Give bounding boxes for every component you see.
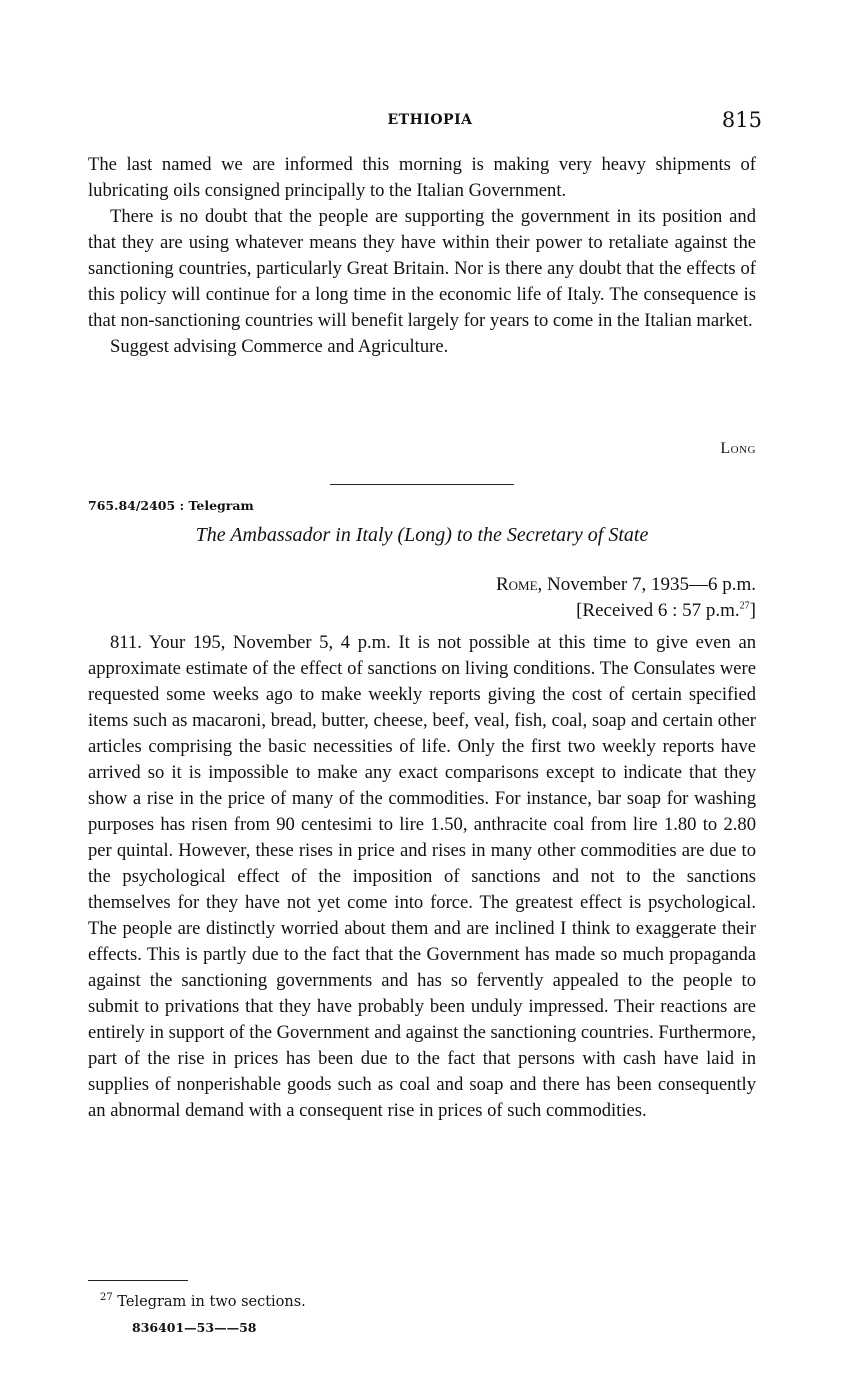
footnote-ref: 27 (739, 600, 750, 612)
received-close: ] (749, 600, 756, 621)
place: Rome (495, 574, 538, 595)
running-header: ETHIOPIA (387, 112, 473, 128)
date-line (496, 572, 756, 598)
document-title: The Ambassador in Italy (Long) to the Secretary of State (195, 524, 649, 546)
section-divider (330, 484, 514, 485)
footnote-text: Telegram in two sections. (117, 1294, 306, 1310)
paragraph: There is no doubt that the people are supporting the government in its position and that they are using whatever means they have within their power to retaliate against the sanctioning countries, particularly Great Britain. Nor is there any doubt that the effects of this policy will continue for a long time in the economic life of Italy. The consequence is that non-sanctioning countries will benefit largely for years to come in the Italian market. (88, 206, 756, 331)
paragraph: The last named we are informed this morning is making very heavy shipments of lubricating oils consigned principally to the Italian Government. (88, 154, 756, 201)
paragraph: Suggest advising Commerce and Agriculture. (110, 336, 449, 357)
continued-text-block (88, 152, 756, 360)
dateline (496, 572, 756, 624)
paragraph: 811. Your 195, November 5, 4 p.m. It is not possible at this time to give even an approximate estimate of the effect of sanctions on living conditions. The Consulates were requested some weeks ago to make weekly reports giving the cost of certain specified items such as macaroni, bread, butter, cheese, beef, veal, fish, coal, soap and certain other articles comprising the basic necessities of life. Only the first two weekly reports have arrived so it is impossible to make any exact comparisons except to indicate that they show a rise in the price of many of the commodities. For instance, bar soap for washing purposes has risen from 90 centesimi to lire 1.50, anthracite coal from lire 1.80 to 2.80 per quintal. However, these rises in price and rises in many other commodities are due to the psychological effect of the imposition of sanctions and not to the sanctions themselves for they have not yet come into force. The greatest effect is psychological. The people are distinctly worried about them and are inclined I think to exaggerate their effects. This is partly due to the fact that the Government has made so much propaganda against the sanctioning governments and has so fervently appealed to the people to submit to privations that they have probably been unduly impressed. Their reactions are entirely in support of the Government and against the sanctioning countries. Furthermore, part of the rise in prices has been due to the fact that persons with cash have laid in supplies of nonperishable goods such as coal and soap and there has been consequently an abnormal demand with a consequent rise in prices of such commodities. (88, 632, 756, 1121)
footnote (100, 1294, 306, 1310)
received: [Received 6 : 57 p.m. (576, 600, 740, 621)
signature: Long (720, 440, 756, 457)
date: , November 7, 1935—6 p.m. (537, 574, 756, 595)
file-reference: 765.84/2405 : Telegram (88, 498, 254, 513)
footnote-marker: 27 (100, 1292, 113, 1304)
page-number: 815 (721, 108, 762, 132)
telegram-body (88, 630, 756, 1124)
footnote-rule (88, 1280, 188, 1281)
received-line (496, 598, 756, 624)
print-code: 836401—53——58 (132, 1320, 257, 1335)
